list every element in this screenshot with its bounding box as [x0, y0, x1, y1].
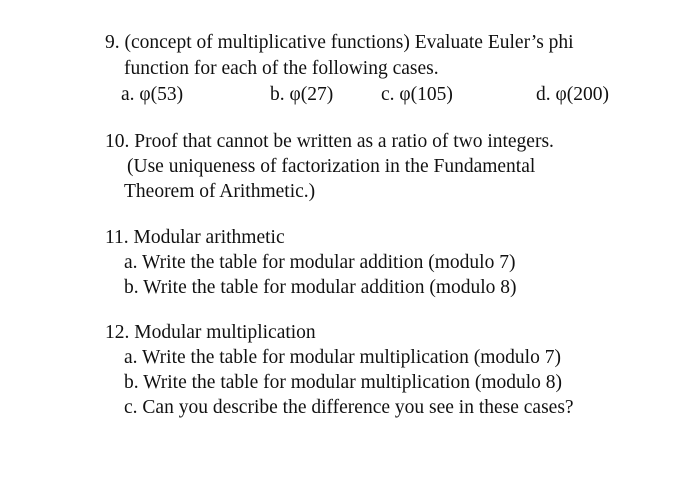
option-c: c. φ(105) [381, 84, 453, 105]
problem-9-line-2: function for each of the following cases. [124, 58, 439, 79]
problem-11-line-a: a. Write the table for modular addition (modulo 7) [124, 252, 516, 273]
option-b: b. φ(27) [270, 84, 334, 105]
problem-12-line-c: c. Can you describe the difference you see in these cases? [124, 397, 574, 418]
problem-11-line-b: b. Write the table for modular addition (modulo 8) [124, 277, 517, 298]
problem-12-line-a: a. Write the table for modular multiplication (modulo 7) [124, 347, 561, 368]
problem-10-line-3: Theorem of Arithmetic.) [124, 181, 316, 202]
problem-10-heading: 10. Proof that cannot be written as a ratio of two integers. [105, 131, 554, 152]
problem-12-heading: 12. Modular multiplication [105, 322, 316, 343]
problem-10-line-2: (Use uniqueness of factorization in the Fundamental [127, 156, 536, 177]
problem-12-line-b: b. Write the table for modular multiplication (modulo 8) [124, 372, 563, 393]
problem-9-options [0, 83, 700, 107]
problem-9-heading: 9. (concept of multiplicative functions) Evaluate Euler’s phi [105, 32, 574, 53]
option-d: d. φ(200) [536, 84, 609, 105]
problem-11-heading: 11. Modular arithmetic [105, 227, 285, 248]
option-a: a. φ(53) [121, 84, 184, 105]
